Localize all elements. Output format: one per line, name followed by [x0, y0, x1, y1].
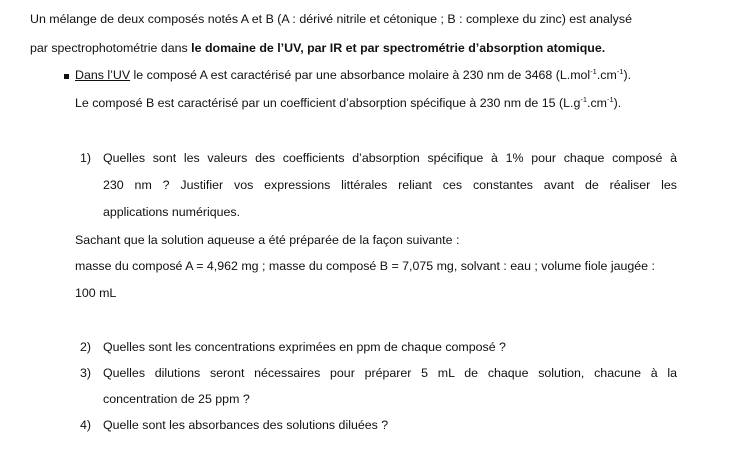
bullet-icon	[64, 74, 69, 79]
uv-line-2-sup-1: -1	[580, 95, 588, 104]
question-4-number: 4)	[80, 418, 92, 432]
uv-line-2-mid: .cm	[587, 96, 607, 110]
question-2-line-1: Quelles sont les concentrations exprimées en ppm de chaque composé ?	[103, 340, 506, 354]
preparation-line-3: 100 mL	[75, 286, 117, 300]
question-1-line-2: 230 nm ? Justifier vos expressions littérales reliant ces constantes avant de réaliser les	[103, 178, 677, 192]
uv-line-2-text: Le composé B est caractérisé par un coefficient d’absorption spécifique à 230 nm de 15 (L.g	[75, 96, 581, 110]
intro-line-1: Un mélange de deux composés notés A et B (A : dérivé nitrile et cétonique ; B : complexe du zinc) est analysé	[30, 12, 632, 26]
question-2-number: 2)	[80, 340, 92, 354]
question-1-line-3: applications numériques.	[103, 205, 241, 219]
intro-line-2	[30, 40, 605, 56]
uv-line-2-sup-2: -1	[606, 95, 614, 104]
preparation-line-2: masse du composé A = 4,962 mg ; masse du composé B = 7,075 mg, solvant : eau ; volume fiole jaugée :	[75, 259, 655, 273]
question-3-number: 3)	[80, 366, 92, 380]
uv-line-1	[75, 67, 631, 83]
question-3-line-1: Quelles dilutions seront nécessaires pour préparer 5 mL de chaque solution, chacune à la	[103, 366, 677, 380]
intro-line-2-bold: le domaine de l’UV, par IR et par spectrométrie d’absorption atomique.	[191, 41, 606, 55]
uv-line-1-sup-1: -1	[590, 67, 597, 76]
uv-line-2-end: ).	[613, 96, 622, 110]
uv-line-1-sup-2: -1	[616, 67, 624, 76]
question-1-line-1: Quelles sont les valeurs des coefficients d’absorption spécifique à 1% pour chaque composé à	[103, 151, 677, 165]
question-4-line-1: Quelle sont les absorbances des solutions diluées ?	[103, 418, 389, 432]
preparation-line-1: Sachant que la solution aqueuse a été préparée de la façon suivante :	[75, 233, 460, 247]
uv-line-1-text: le composé A est caractérisé par une absorbance molaire à 230 nm de 3468 (L.mol	[130, 68, 591, 82]
question-3-line-2: concentration de 25 ppm ?	[103, 392, 250, 406]
uv-line-2	[75, 95, 621, 111]
uv-line-1-end: ).	[623, 68, 632, 82]
uv-line-1-mid: .cm	[596, 68, 617, 82]
question-1-number: 1)	[80, 151, 92, 165]
intro-line-2-plain: par spectrophotométrie dans	[30, 41, 192, 55]
uv-underlined-heading: Dans l’UV	[75, 68, 131, 82]
